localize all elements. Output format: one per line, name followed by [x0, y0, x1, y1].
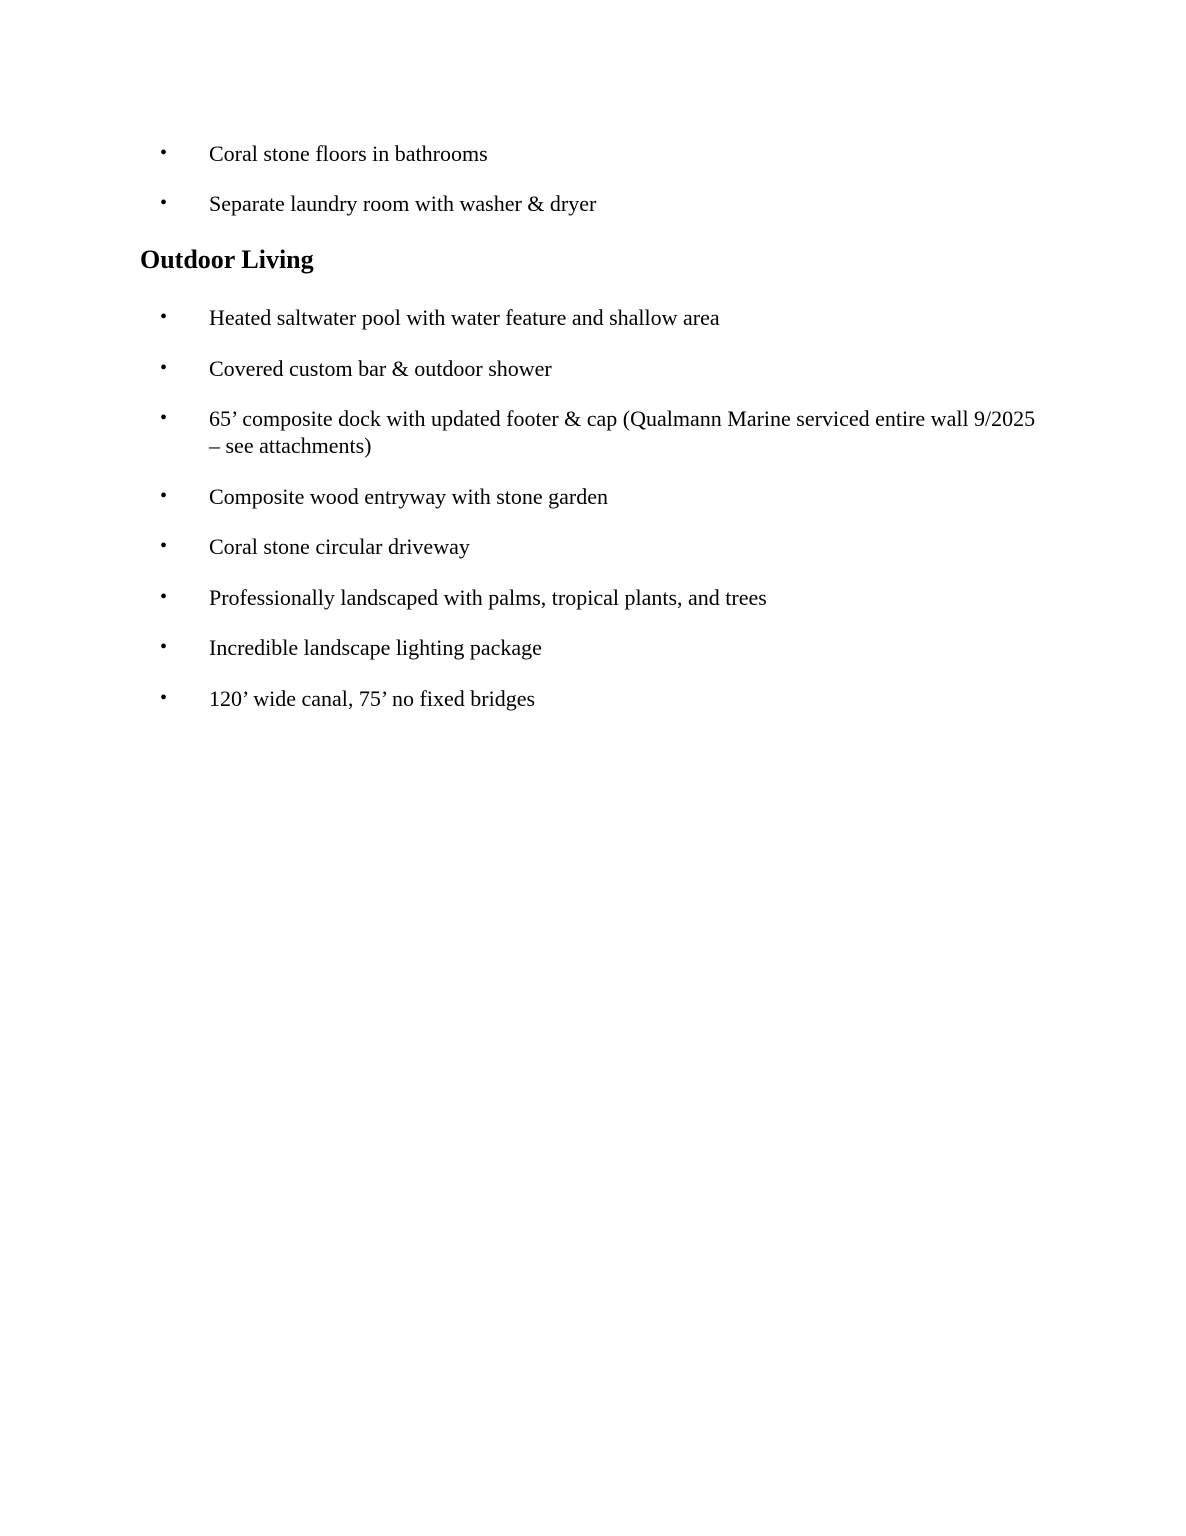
bullet-icon: •	[160, 306, 168, 328]
bullet-icon: •	[160, 356, 168, 379]
list-item-text: Composite wood entryway with stone garden	[209, 483, 608, 509]
list-item-text: Covered custom bar & outdoor shower	[209, 355, 552, 381]
list-item	[0, 685, 1186, 712]
outdoor-feature-list	[0, 304, 1186, 735]
bullet-icon: •	[160, 407, 168, 429]
list-item-text: Coral stone floors in bathrooms	[209, 141, 488, 166]
indoor-feature-list	[0, 140, 1186, 240]
list-item	[0, 140, 1186, 167]
bullet-icon: •	[160, 484, 168, 507]
list-item-text: Separate laundry room with washer & dryer	[209, 191, 597, 216]
bullet-icon: •	[160, 686, 168, 709]
list-item	[0, 634, 1186, 661]
section-heading-outdoor-living: Outdoor Living	[140, 245, 314, 274]
list-item-text: Heated saltwater pool with water feature and shallow area	[209, 305, 720, 330]
bullet-icon: •	[160, 585, 168, 608]
list-item-text: Professionally landscaped with palms, tropical plants, and trees	[209, 584, 767, 610]
list-item	[0, 405, 1186, 459]
list-item	[0, 304, 1186, 331]
bullet-icon: •	[160, 636, 168, 658]
list-item-text: Incredible landscape lighting package	[209, 635, 542, 660]
list-item-text: Coral stone circular driveway	[209, 534, 470, 559]
list-item	[0, 533, 1186, 560]
list-item	[0, 483, 1186, 510]
list-item-text: 65’ composite dock with updated footer & cap (Qualmann Marine serviced entire wall 9/2025 – see attachments)	[209, 406, 1036, 458]
list-item	[0, 355, 1186, 382]
bullet-icon: •	[160, 535, 168, 557]
bullet-icon: •	[160, 142, 168, 164]
list-item	[0, 190, 1186, 217]
list-item	[0, 584, 1186, 611]
list-item-text: 120’ wide canal, 75’ no fixed bridges	[209, 685, 536, 711]
bullet-icon: •	[160, 192, 168, 214]
